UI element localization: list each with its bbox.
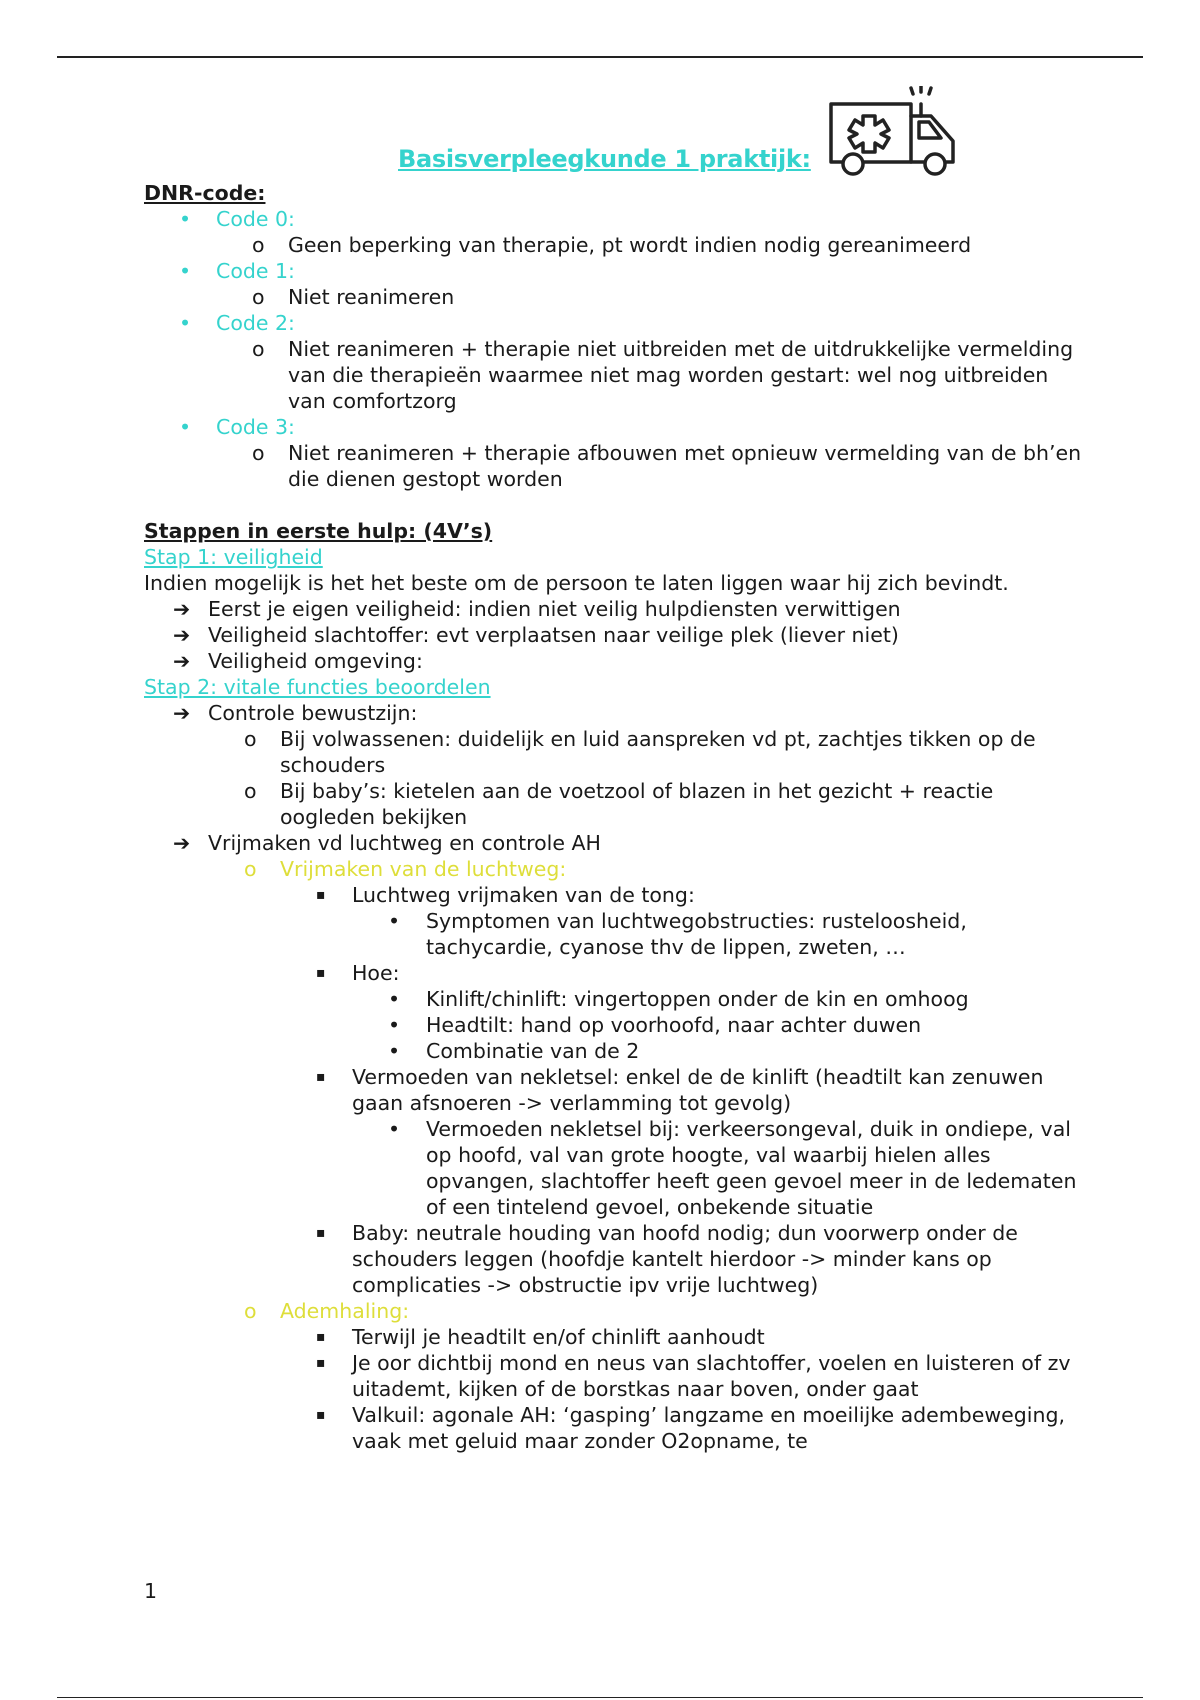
vrijmaken-label: o Vrijmaken van de luchtweg: (144, 856, 1084, 882)
code-1-label: • Code 1: (144, 258, 1084, 284)
list-item: ➔ Veiligheid omgeving: (144, 648, 1084, 674)
list-item: • Symptomen van luchtwegobstructies: rusteloosheid, tachycardie, cyanose thv de lippen, zweten, … (144, 908, 1084, 960)
list-item: • Vermoeden nekletsel bij: verkeersongeval, duik in ondiepe, val op hoofd, val van grote hoogte, val waarbij hielen alles opvangen, slachtoffer heeft geen gevoel meer in de ledematen of een tintelend gevoel, onbekende situatie (144, 1116, 1084, 1220)
page-number: 1 (144, 1579, 158, 1603)
list-item: o Bij volwassenen: duidelijk en luid aanspreken vd pt, zachtjes tikken op de schouders (144, 726, 1084, 778)
list-item: ➔ Eerst je eigen veiligheid: indien niet veilig hulpdiensten verwittigen (144, 596, 1084, 622)
code-0-desc: o Geen beperking van therapie, pt wordt indien nodig gereanimeerd (144, 232, 1084, 258)
top-rule (57, 56, 1143, 58)
list-item: • Combinatie van de 2 (144, 1038, 1084, 1064)
list-item: • Headtilt: hand op voorhoofd, naar achter duwen (144, 1012, 1084, 1038)
ambulance-icon (823, 86, 963, 181)
code-1-desc: o Niet reanimeren (144, 284, 1084, 310)
steps-heading: Stappen in eerste hulp: (4V’s) (144, 519, 493, 543)
step-1-title: Stap 1: veiligheid (144, 545, 323, 569)
document-body (144, 180, 1084, 1454)
list-item: ▪ Valkuil: agonale AH: ‘gasping’ langzame en moeilijke adembeweging, vaak met geluid maar zonder O2opname, te (144, 1402, 1084, 1454)
list-item: ▪ Terwijl je headtilt en/of chinlift aanhoudt (144, 1324, 1084, 1350)
code-2-label: • Code 2: (144, 310, 1084, 336)
list-item: ▪ Hoe: (144, 960, 1084, 986)
code-2-desc: o Niet reanimeren + therapie niet uitbreiden met de uitdrukkelijke vermelding van die therapieën waarmee niet mag worden gestart: wel nog uitbreiden van comfortzorg (144, 336, 1084, 414)
bewustzijn-label: ➔ Controle bewustzijn: (144, 700, 1084, 726)
list-item: ▪ Baby: neutrale houding van hoofd nodig; dun voorwerp onder de schouders leggen (hoofdje kantelt hierdoor -> minder kans op complicaties -> obstructie ipv vrije luchtweg) (144, 1220, 1084, 1298)
dnr-heading: DNR-code: (144, 181, 266, 205)
code-3-desc: o Niet reanimeren + therapie afbouwen met opnieuw vermelding van de bh’en die dienen gestopt worden (144, 440, 1084, 492)
list-item: ▪ Luchtweg vrijmaken van de tong: (144, 882, 1084, 908)
list-item: ▪ Vermoeden van nekletsel: enkel de de kinlift (headtilt kan zenuwen gaan afsnoeren -> verlamming tot gevolg) (144, 1064, 1084, 1116)
code-0-label: • Code 0: (144, 206, 1084, 232)
page-title: Basisverpleegkunde 1 praktijk: (398, 145, 811, 173)
code-3-label: • Code 3: (144, 414, 1084, 440)
list-item: • Kinlift/chinlift: vingertoppen onder de kin en omhoog (144, 986, 1084, 1012)
ademhaling-label: o Ademhaling: (144, 1298, 1084, 1324)
bottom-rule (57, 1697, 1143, 1698)
list-item: ▪ Je oor dichtbij mond en neus van slachtoffer, voelen en luisteren of zv uitademt, kijken of de borstkas naar boven, onder gaat (144, 1350, 1084, 1402)
step-2-title: Stap 2: vitale functies beoordelen (144, 675, 491, 699)
luchtweg-label: ➔ Vrijmaken vd luchtweg en controle AH (144, 830, 1084, 856)
list-item: ➔ Veiligheid slachtoffer: evt verplaatsen naar veilige plek (liever niet) (144, 622, 1084, 648)
list-item: o Bij baby’s: kietelen aan de voetzool of blazen in het gezicht + reactie oogleden bekijken (144, 778, 1084, 830)
step-1-intro: Indien mogelijk is het het beste om de persoon te laten liggen waar hij zich bevindt. (144, 571, 1009, 595)
